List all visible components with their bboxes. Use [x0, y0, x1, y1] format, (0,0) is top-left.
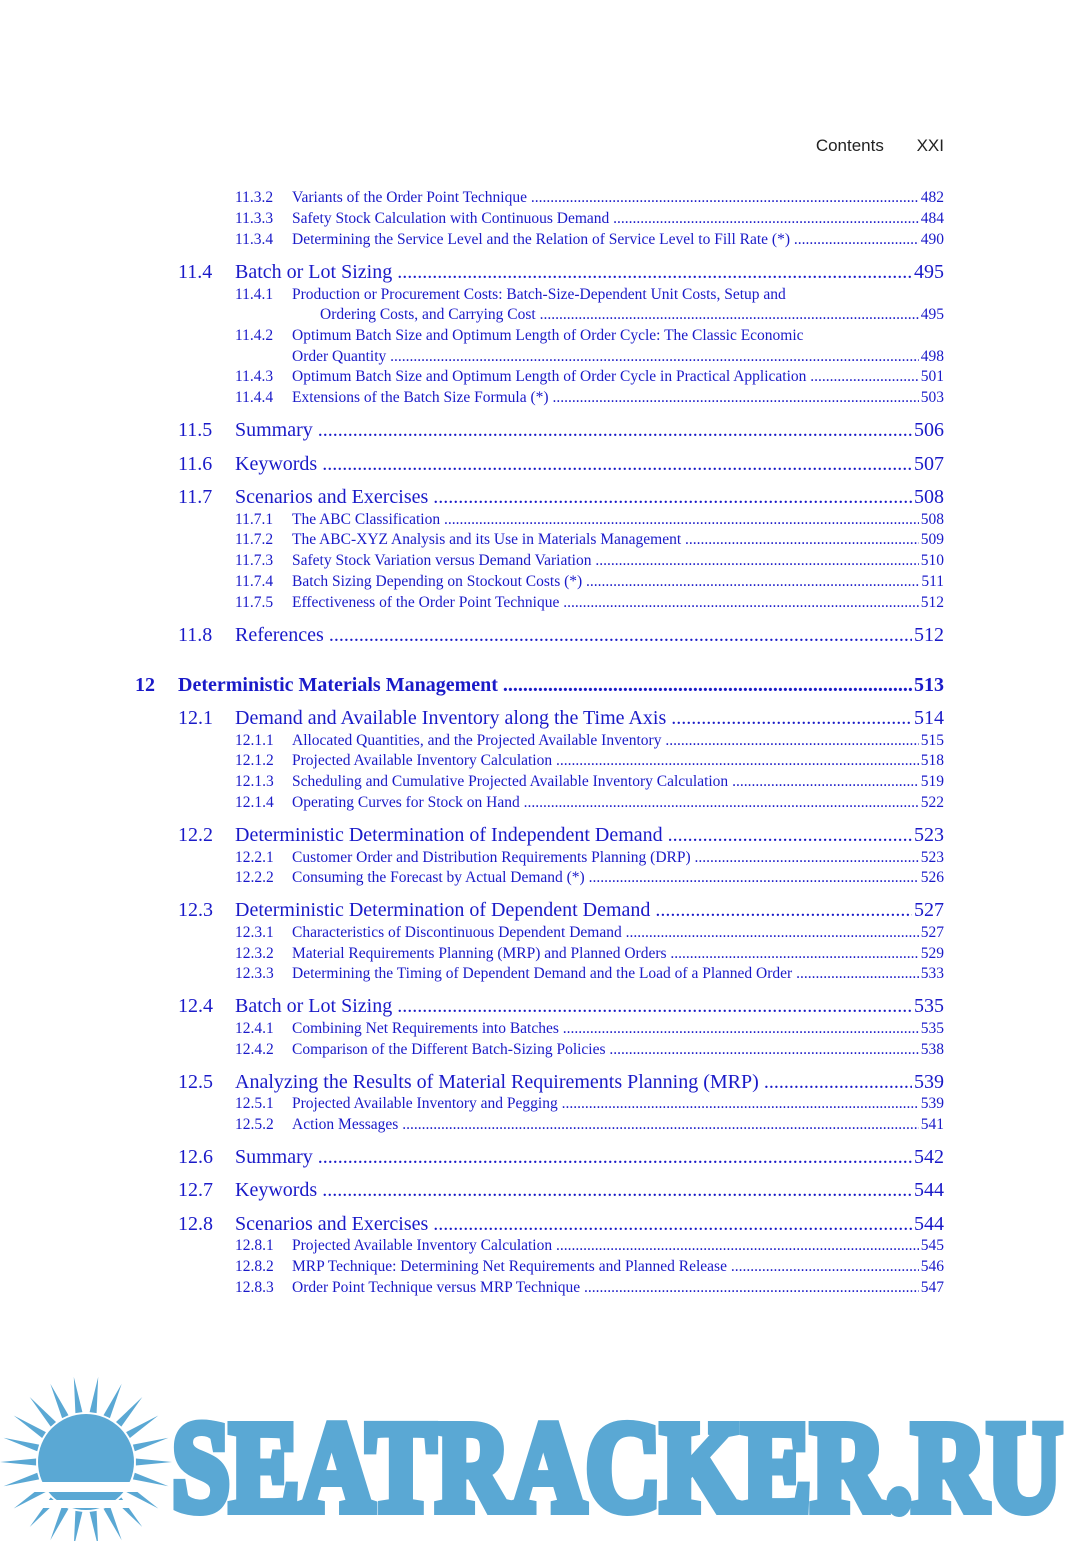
- toc-entry-12-1-3[interactable]: [235, 772, 944, 792]
- toc-entry-11-7[interactable]: [178, 484, 944, 510]
- toc-entry-title: References .....: [235, 622, 912, 648]
- toc-entry-12-3-2[interactable]: [235, 944, 944, 964]
- toc-entry-12-8-2[interactable]: [235, 1257, 944, 1277]
- sun-ray: [74, 1511, 83, 1541]
- toc-entry-11-4-1[interactable]: [320, 305, 944, 325]
- toc-entry-11-8[interactable]: [178, 622, 944, 648]
- toc-entry-11-3-4[interactable]: [235, 230, 944, 250]
- toc-entry-11-6[interactable]: [178, 451, 944, 477]
- sun-ray: [90, 1511, 99, 1541]
- toc-entry-12-4[interactable]: [178, 993, 944, 1019]
- toc-entry-page: 542: [914, 1146, 944, 1168]
- toc-entry-page: 484: [920, 210, 944, 227]
- toc-entry-page: 541: [920, 1116, 944, 1133]
- toc-entry-11-4-1-line1[interactable]: [235, 285, 786, 305]
- toc-entry-12-4-1[interactable]: [235, 1019, 944, 1039]
- toc-entry-page: 495: [914, 261, 944, 283]
- sunburst-logo-icon: [0, 1377, 172, 1541]
- sun-ray: [90, 1377, 99, 1413]
- toc-entry-title-line1: Production or Procurement Costs: Batch-Size-Dependent Unit Costs, Setup and: [292, 286, 786, 303]
- toc-entry-page: 508: [920, 511, 944, 528]
- toc-entry-12-3-1[interactable]: [235, 923, 944, 943]
- toc-entry-page: 538: [920, 1041, 944, 1058]
- toc-entry-title: Batch Sizing Depending on Stockout Costs (*) .....: [292, 572, 919, 592]
- toc-entry-number: 12.8.2: [235, 1258, 274, 1275]
- toc-entry-title: Demand and Available Inventory along the Time Axis .....: [235, 705, 912, 731]
- toc-entry-page: 518: [920, 752, 944, 769]
- toc-entry-page: 503: [920, 389, 944, 406]
- toc-entry-number: 12.2: [178, 824, 213, 846]
- toc-entry-number: 11.7: [178, 486, 213, 508]
- toc-entry-number: 12.3: [178, 899, 213, 921]
- sun-ray: [116, 1397, 142, 1427]
- toc-entry-12-1-4[interactable]: [235, 793, 944, 813]
- toc-entry-title: Deterministic Determination of Independent Demand .....: [235, 822, 912, 848]
- toc-entry-title: The ABC Classification .....: [292, 510, 919, 530]
- toc-entry-page: 519: [920, 773, 944, 790]
- toc-entry-title: Scenarios and Exercises .....: [235, 484, 912, 510]
- toc-entry-number: 11.6: [178, 453, 213, 475]
- toc-entry-12-1-1[interactable]: [235, 731, 944, 751]
- toc-entry-title: Material Requirements Planning (MRP) and Planned Orders .....: [292, 944, 919, 964]
- toc-entry-page: 506: [914, 419, 944, 441]
- toc-chapter-page: 513: [914, 674, 944, 696]
- toc-entry-title: Consuming the Forecast by Actual Demand (*) .....: [292, 868, 919, 888]
- toc-entry-title: Order Point Technique versus MRP Technique .....: [292, 1278, 919, 1298]
- toc-entry-title: Scenarios and Exercises .....: [235, 1211, 912, 1237]
- toc-entry-title: Extensions of the Batch Size Formula (*) .....: [292, 388, 919, 408]
- toc-entry-title: Analyzing the Results of Material Requirements Planning (MRP) .....: [235, 1069, 912, 1095]
- toc-entry-11-4-4[interactable]: [235, 388, 944, 408]
- toc-entry-number: 11.8: [178, 624, 213, 646]
- toc-entry-title: Characteristics of Discontinuous Dependent Demand .....: [292, 923, 919, 943]
- toc-entry-page: 514: [914, 707, 944, 729]
- toc-entry-page: 535: [920, 1020, 944, 1037]
- toc-entry-title: Customer Order and Distribution Requirements Planning (DRP) .....: [292, 848, 919, 868]
- toc-entry-page: 490: [920, 231, 944, 248]
- toc-entry-page: 509: [920, 531, 944, 548]
- toc-entry-title-line1: Optimum Batch Size and Optimum Length of Order Cycle: The Classic Economic: [292, 327, 804, 344]
- toc-entry-11-7-3[interactable]: [235, 551, 944, 571]
- toc-entry-title: Safety Stock Calculation with Continuous Demand .....: [292, 209, 919, 229]
- toc-entry-number: 12.8.3: [235, 1279, 274, 1296]
- toc-entry-page: 527: [914, 899, 944, 921]
- toc-entry-title: Effectiveness of the Order Point Technique .....: [292, 593, 919, 613]
- toc-entry-page: 523: [914, 824, 944, 846]
- toc-entry-12-5[interactable]: [178, 1069, 944, 1095]
- toc-entry-number: 11.7.1: [235, 511, 274, 528]
- toc-chapter-12[interactable]: [135, 672, 944, 698]
- toc-entry-11-7-2[interactable]: [235, 530, 944, 550]
- sun-ray: [136, 1459, 172, 1466]
- toc-entry-number: 12.4.2: [235, 1041, 274, 1058]
- toc-entry-title: The ABC-XYZ Analysis and its Use in Materials Management .....: [292, 530, 919, 550]
- toc-entry-11-7-5[interactable]: [235, 593, 944, 613]
- toc-entry-title: Scheduling and Cumulative Projected Available Inventory Calculation .....: [292, 772, 919, 792]
- toc-entry-number: 11.3.4: [235, 231, 274, 248]
- toc-entry-number: 12.5.2: [235, 1116, 274, 1133]
- toc-entry-12-3[interactable]: [178, 897, 944, 923]
- toc-entry-number: 12.3.2: [235, 945, 274, 962]
- toc-entry-11-7-4[interactable]: [235, 572, 944, 592]
- toc-entry-title: Optimum Batch Size and Optimum Length of Order Cycle in Practical Application .....: [292, 367, 919, 387]
- sun-ray: [50, 1384, 68, 1418]
- sun-ray: [50, 1506, 68, 1540]
- toc-entry-title: Batch or Lot Sizing .....: [235, 993, 912, 1019]
- toc-entry-page: 508: [914, 486, 944, 508]
- toc-entry-12-2[interactable]: [178, 822, 944, 848]
- sun-ray: [4, 1438, 40, 1452]
- toc-entry-number: 12.5.1: [235, 1095, 274, 1112]
- toc-entry-page: 511: [921, 573, 944, 590]
- toc-entry-page: 495: [920, 306, 944, 323]
- sun-ray: [74, 1377, 83, 1413]
- toc-entry-page: 501: [920, 368, 944, 385]
- watermark-text: SEATRACKER.RU: [172, 1396, 1062, 1538]
- toc-entry-page: 544: [914, 1213, 944, 1235]
- toc-entry-12-8-1[interactable]: [235, 1236, 944, 1256]
- toc-entry-page: 545: [920, 1237, 944, 1254]
- toc-entry-title: Deterministic Determination of Dependent Demand .....: [235, 897, 912, 923]
- toc-entry-page: 498: [920, 348, 944, 365]
- toc-entry-title: Safety Stock Variation versus Demand Variation .....: [292, 551, 919, 571]
- toc-entry-number: 12.6: [178, 1146, 213, 1168]
- toc-entry-page: 512: [914, 624, 944, 646]
- toc-entry-number: 12.8: [178, 1213, 213, 1235]
- toc-entry-page: 547: [920, 1279, 944, 1296]
- toc-entry-title: MRP Technique: Determining Net Requirements and Planned Release .....: [292, 1257, 919, 1277]
- sun-ray: [0, 1459, 36, 1466]
- toc-entry-title: Projected Available Inventory Calculation .....: [292, 1236, 919, 1256]
- toc-entry-title: Projected Available Inventory Calculation .....: [292, 751, 919, 771]
- toc-entry-number: 12.1.1: [235, 732, 274, 749]
- toc-entry-number: 11.4: [178, 261, 213, 283]
- toc-entry-11-3-3[interactable]: [235, 209, 944, 229]
- toc-entry-page: 527: [920, 924, 944, 941]
- toc-chapter-number: 12: [135, 674, 155, 696]
- toc-entry-number: 12.2.1: [235, 849, 274, 866]
- sun-ray: [30, 1397, 56, 1427]
- toc-entry-number: 11.7.3: [235, 552, 274, 569]
- toc-entry-number: 11.5: [178, 419, 213, 441]
- toc-entry-number: 12.8.1: [235, 1237, 274, 1254]
- toc-entry-page: 539: [914, 1071, 944, 1093]
- toc-entry-title: Summary .....: [235, 1144, 912, 1170]
- toc-entry-number: 11.7.2: [235, 531, 274, 548]
- sun-ray: [133, 1438, 169, 1452]
- toc-entry-number: 12.1: [178, 707, 213, 729]
- toc-entry-page: 539: [920, 1095, 944, 1112]
- toc-entry-12-6[interactable]: [178, 1144, 944, 1170]
- sun-ray: [14, 1416, 46, 1439]
- toc-entry-title: Action Messages .....: [292, 1115, 919, 1135]
- toc-entry-12-7[interactable]: [178, 1177, 944, 1203]
- toc-entry-number: 11.7.5: [235, 594, 274, 611]
- toc-entry-number: 11.3.3: [235, 210, 274, 227]
- toc-entry-12-1[interactable]: [178, 705, 944, 731]
- toc-entry-12-4-2[interactable]: [235, 1040, 944, 1060]
- toc-entry-page: 510: [920, 552, 944, 569]
- toc-entry-title: Keywords .....: [235, 451, 912, 477]
- toc-entry-number: 11.7.4: [235, 573, 274, 590]
- toc-entry-page: 515: [920, 732, 944, 749]
- toc-entry-title: Comparison of the Different Batch-Sizing Policies .....: [292, 1040, 919, 1060]
- toc-entry-title: Ordering Costs, and Carrying Cost .....: [320, 305, 919, 325]
- toc-entry-title: Operating Curves for Stock on Hand .....: [292, 793, 919, 813]
- sun-ray: [104, 1506, 122, 1540]
- toc-entry-title: Determining the Timing of Dependent Demand and the Load of a Planned Order .....: [292, 964, 919, 984]
- toc-entry-11-7-1[interactable]: [235, 510, 944, 530]
- toc-entry-11-4-2[interactable]: [292, 347, 944, 367]
- toc-entry-12-8[interactable]: [178, 1211, 944, 1237]
- toc-entry-title: Variants of the Order Point Technique .....: [292, 188, 919, 208]
- toc-entry-title: Determining the Service Level and the Relation of Service Level to Fill Rate (*) .....: [292, 230, 919, 250]
- toc-entry-number: 11.4.2: [235, 327, 274, 344]
- toc-entry-number: 12.1.3: [235, 773, 274, 790]
- toc-entry-number: 12.1.2: [235, 752, 274, 769]
- toc-entry-title: Order Quantity .....: [292, 347, 919, 367]
- toc-entry-page: 546: [920, 1258, 944, 1275]
- toc-entry-page: 526: [920, 869, 944, 886]
- sun-ray: [104, 1384, 122, 1418]
- toc-entry-11-5[interactable]: [178, 417, 944, 443]
- page-number-roman: XXI: [916, 136, 944, 155]
- watermark: [0, 1370, 1080, 1541]
- toc-entry-number: 11.4.3: [235, 368, 274, 385]
- toc-entry-page: 482: [920, 189, 944, 206]
- toc-entry-title: Summary .....: [235, 417, 912, 443]
- toc-entry-12-1-2[interactable]: [235, 751, 944, 771]
- toc-entry-number: 12.4.1: [235, 1020, 274, 1037]
- toc-entry-12-5-2[interactable]: [235, 1115, 944, 1135]
- toc-entry-page: 523: [920, 849, 944, 866]
- toc-entry-number: 12.1.4: [235, 794, 274, 811]
- toc-entry-number: 12.3.1: [235, 924, 274, 941]
- toc-entry-number: 11.4.4: [235, 389, 274, 406]
- toc-entry-11-4-2-line1[interactable]: [235, 326, 804, 346]
- toc-chapter-title: Deterministic Materials Management .....: [178, 672, 912, 698]
- toc-entry-number: 11.4.1: [235, 286, 274, 303]
- toc-entry-number: 12.3.3: [235, 965, 274, 982]
- toc-entry-page: 522: [920, 794, 944, 811]
- toc-entry-number: 12.5: [178, 1071, 213, 1093]
- toc-entry-title: Combining Net Requirements into Batches .....: [292, 1019, 919, 1039]
- toc-entry-12-5-1[interactable]: [235, 1094, 944, 1114]
- toc-entry-title: Keywords .....: [235, 1177, 912, 1203]
- toc-entry-title: Allocated Quantities, and the Projected Available Inventory .....: [292, 731, 919, 751]
- toc-entry-number: 12.7: [178, 1179, 213, 1201]
- toc-entry-page: 533: [920, 965, 944, 982]
- toc-entry-12-2-2[interactable]: [235, 868, 944, 888]
- toc-entry-page: 529: [920, 945, 944, 962]
- toc-entry-page: 535: [914, 995, 944, 1017]
- sun-ray: [126, 1416, 158, 1439]
- toc-entry-page: 512: [920, 594, 944, 611]
- watermark-text-fill: SEATRACKER.RU: [172, 1396, 1062, 1538]
- toc-entry-page: 544: [914, 1179, 944, 1201]
- toc-entry-number: 12.4: [178, 995, 213, 1017]
- toc-entry-number: 12.2.2: [235, 869, 274, 886]
- toc-entry-12-2-1[interactable]: [235, 848, 944, 868]
- toc-entry-title: Projected Available Inventory and Pegging .....: [292, 1094, 919, 1114]
- toc-entry-12-8-3[interactable]: [235, 1278, 944, 1298]
- toc-entry-11-3-2[interactable]: [235, 188, 944, 208]
- toc-entry-number: 11.3.2: [235, 189, 274, 206]
- toc-entry-title: Batch or Lot Sizing .....: [235, 259, 912, 285]
- toc-entry-12-3-3[interactable]: [235, 964, 944, 984]
- toc-entry-11-4-3[interactable]: [235, 367, 944, 387]
- toc-entry-page: 507: [914, 453, 944, 475]
- running-head-label: Contents: [815, 136, 884, 155]
- toc-entry-11-4[interactable]: [178, 259, 944, 285]
